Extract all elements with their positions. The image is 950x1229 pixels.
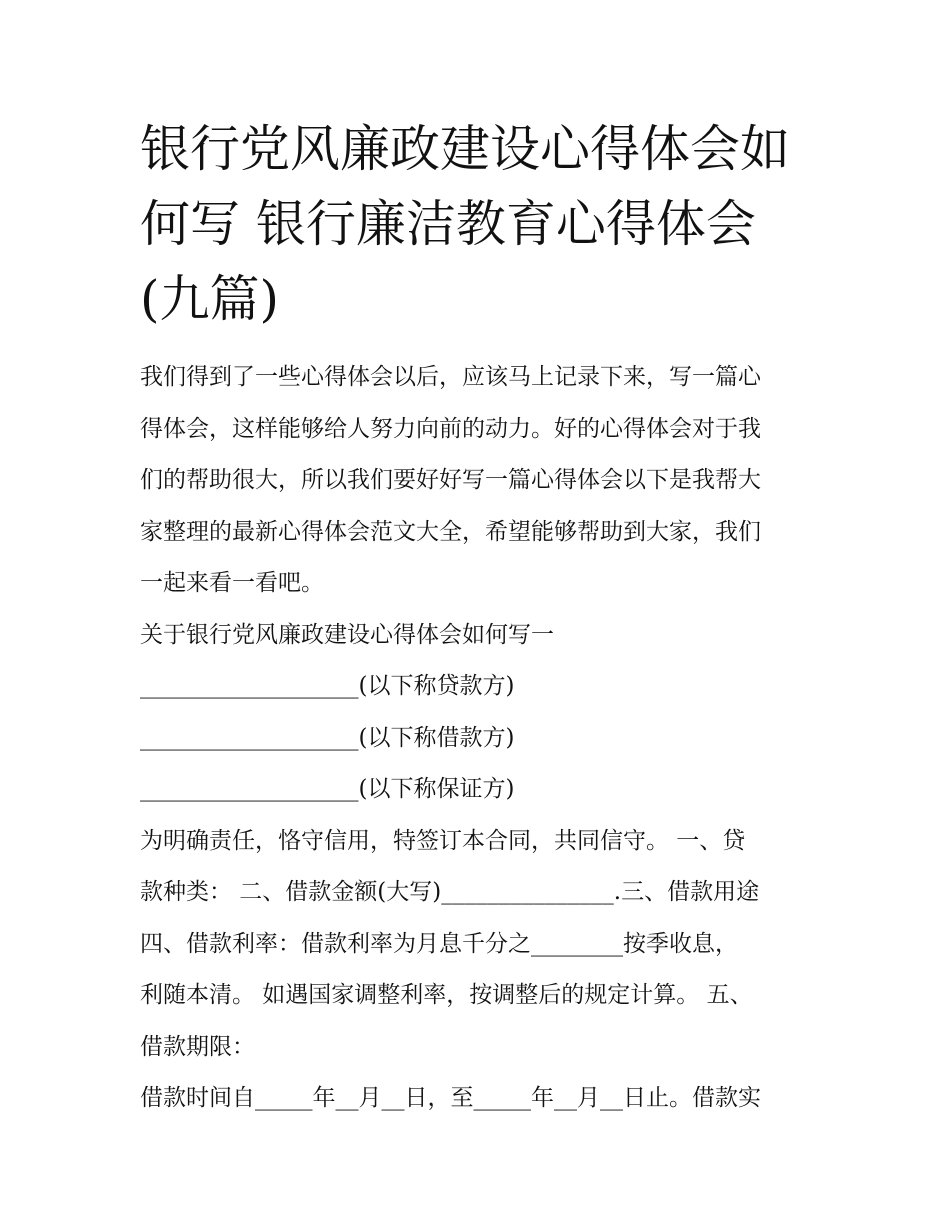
guarantor-blank-line: ___________________(以下称保证方) — [140, 776, 515, 802]
body-line: 我们得到了一些心得体会以后，应该马上记录下来，写一篇心 — [140, 364, 761, 390]
body-line: 一起来看一看吧。 — [140, 570, 324, 596]
body-line: 借款时间自_____年__月__日，至_____年__月__日止。借款实 — [140, 1085, 761, 1111]
lender-blank-line: ___________________(以下称贷款方) — [140, 673, 515, 699]
body-line: 四、借款利率：借款利率为月息千分之________按季收息， — [140, 930, 738, 957]
title-line: 何写 银行廉洁教育心得体会 — [140, 195, 756, 253]
body-line: 为明确责任，恪守信用，特签订本合同，共同信守。 一、贷 — [140, 827, 746, 854]
body-line: 借款期限： — [140, 1033, 255, 1060]
body-line: 款种类： 二、借款金额(大写)_______________.三、借款用途 — [140, 879, 760, 905]
borrower-blank-line: ___________________(以下称借款方) — [140, 724, 515, 751]
title-line: (九篇) — [140, 270, 280, 328]
body-line: 们的帮助很大，所以我们要好好写一篇心得体会以下是我帮大 — [140, 467, 761, 493]
document-title — [140, 112, 820, 337]
body-line: 得体会，这样能够给人努力向前的动力。好的心得体会对于我 — [140, 415, 761, 442]
title-line: 银行党风廉政建设心得体会如 — [140, 120, 790, 178]
body-line: 家整理的最新心得体会范文大全，希望能够帮助到大家，我们 — [140, 518, 761, 545]
section-heading-line: 关于银行党风廉政建设心得体会如何写一 — [140, 621, 554, 648]
body-line: 利随本清。 如遇国家调整利率，按调整后的规定计算。 五、 — [140, 982, 753, 1008]
document-body — [140, 352, 820, 1125]
